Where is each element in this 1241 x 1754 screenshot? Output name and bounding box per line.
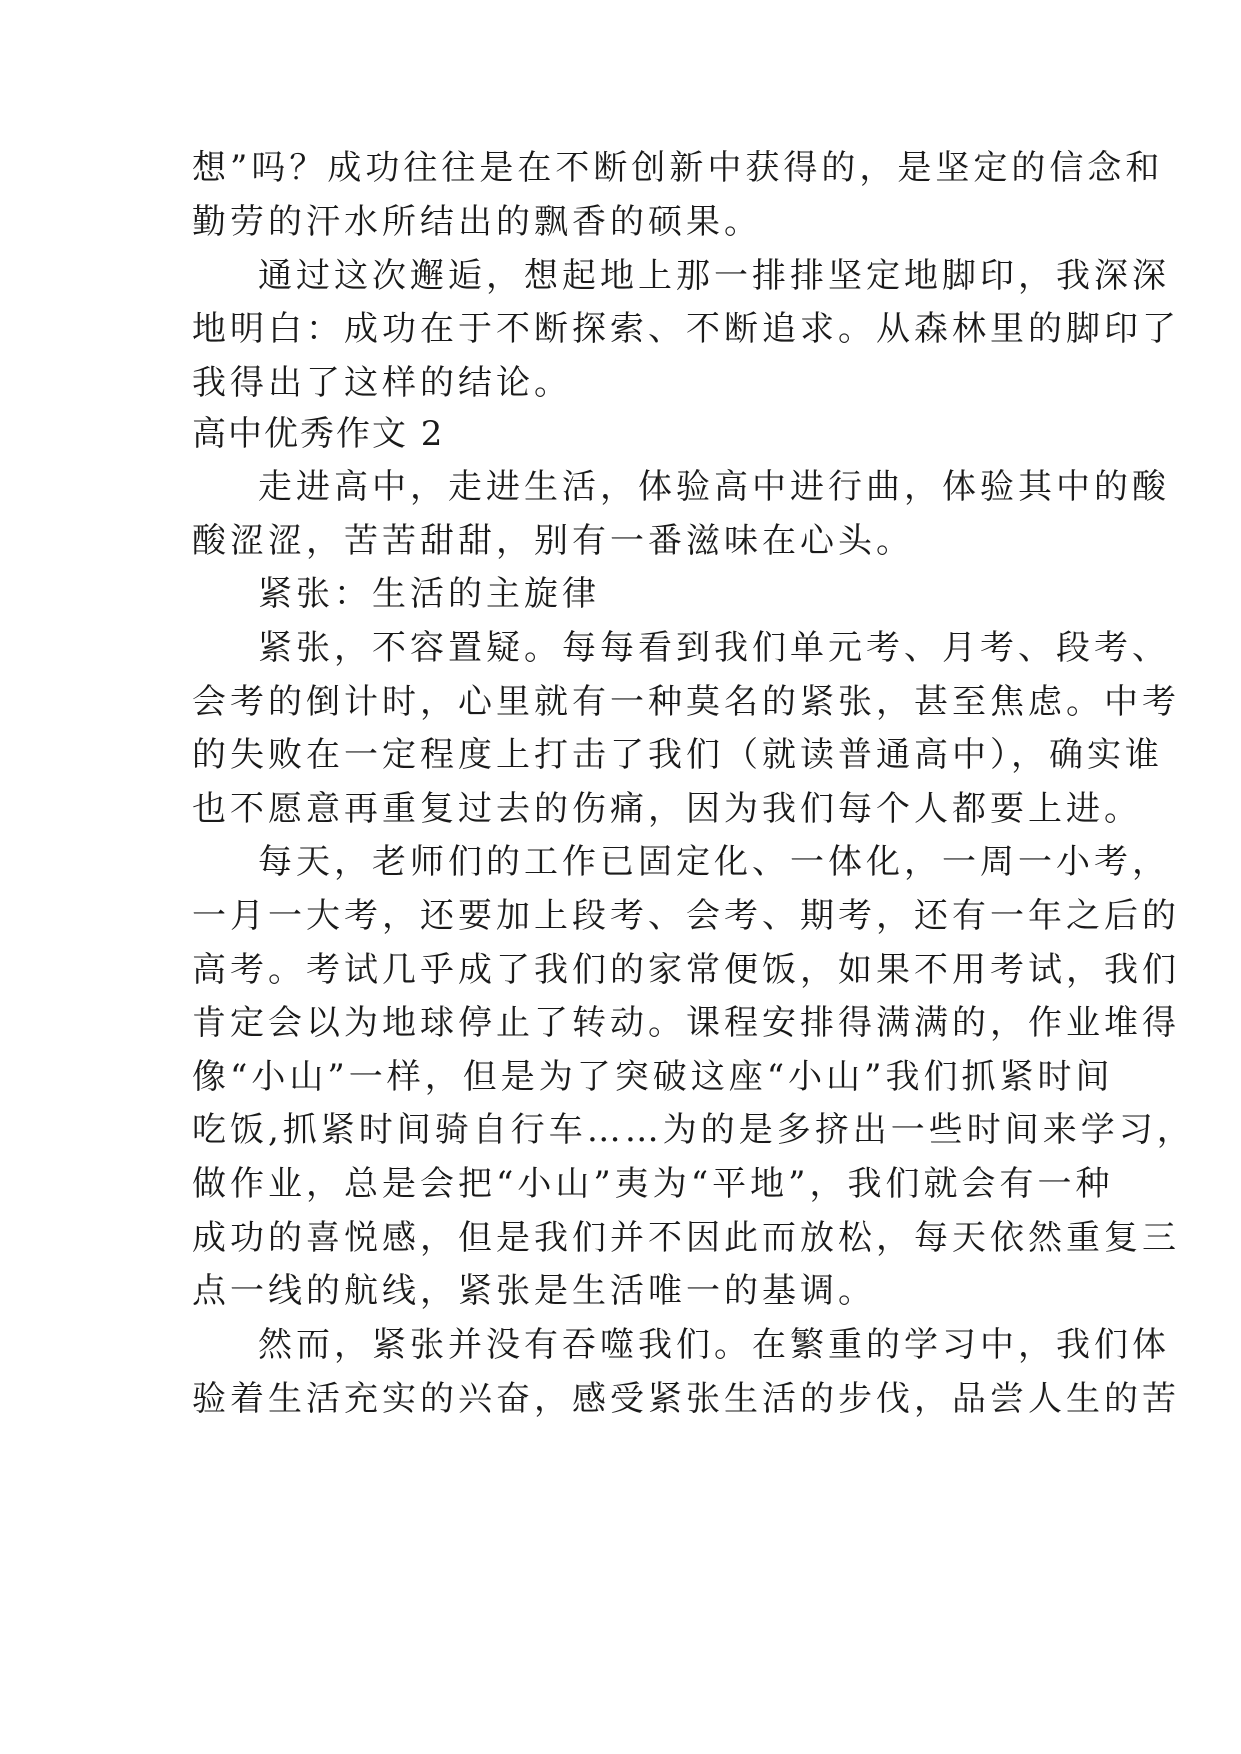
text-line: 做作业，总是会把“小山”夷为“平地”，我们就会有一种 — [192, 1164, 1114, 1204]
text-line: 也不愿意再重复过去的伤痛，因为我们每个人都要上进。 — [192, 789, 1142, 829]
text-line: 我得出了这样的结论。 — [192, 363, 572, 403]
text-line: 勤劳的汗水所结出的飘香的硕果。 — [192, 202, 762, 242]
text-line: 想”吗？成功往往是在不断创新中获得的，是坚定的信念和 — [192, 148, 1164, 188]
text-line: 的失败在一定程度上打击了我们（就读普通高中），确实谁 — [192, 735, 1163, 775]
paragraph-line: 然而，紧张并没有吞噬我们。在繁重的学习中，我们体 — [258, 1325, 1170, 1365]
text-line: 像“小山”一样，但是为了突破这座“小山”我们抓紧时间 — [192, 1057, 1114, 1097]
paragraph-line: 走进高中，走进生活，体验高中进行曲，体验其中的酸 — [258, 467, 1170, 507]
text-line: 验着生活充实的兴奋，感受紧张生活的步伐，品尝人生的苦 — [192, 1379, 1180, 1419]
text-line: 会考的倒计时，心里就有一种莫名的紧张，甚至焦虑。中考 — [192, 682, 1180, 722]
text-line: 一月一大考，还要加上段考、会考、期考，还有一年之后的 — [192, 896, 1180, 936]
text-line: 吃饭,抓紧时间骑自行车……为的是多挤出一些时间来学习， — [192, 1110, 1195, 1150]
text-line: 酸涩涩，苦苦甜甜，别有一番滋味在心头。 — [192, 521, 914, 561]
text-line: 点一线的航线，紧张是生活唯一的基调。 — [192, 1271, 876, 1311]
text-line: 高考。考试几乎成了我们的家常便饭，如果不用考试，我们 — [192, 950, 1180, 990]
subheading-line: 紧张：生活的主旋律 — [258, 574, 600, 614]
paragraph-line: 紧张，不容置疑。每每看到我们单元考、月考、段考、 — [258, 628, 1170, 668]
paragraph-line: 通过这次邂逅，想起地上那一排排坚定地脚印，我深深 — [258, 256, 1170, 296]
text-line: 肯定会以为地球停止了转动。课程安排得满满的，作业堆得 — [192, 1003, 1180, 1043]
section-heading: 高中优秀作文 2 — [192, 414, 445, 454]
paragraph-line: 每天，老师们的工作已固定化、一体化，一周一小考， — [258, 842, 1170, 882]
text-line: 成功的喜悦感，但是我们并不因此而放松，每天依然重复三 — [192, 1218, 1180, 1258]
text-line: 地明白：成功在于不断探索、不断追求。从森林里的脚印了 — [192, 309, 1180, 349]
